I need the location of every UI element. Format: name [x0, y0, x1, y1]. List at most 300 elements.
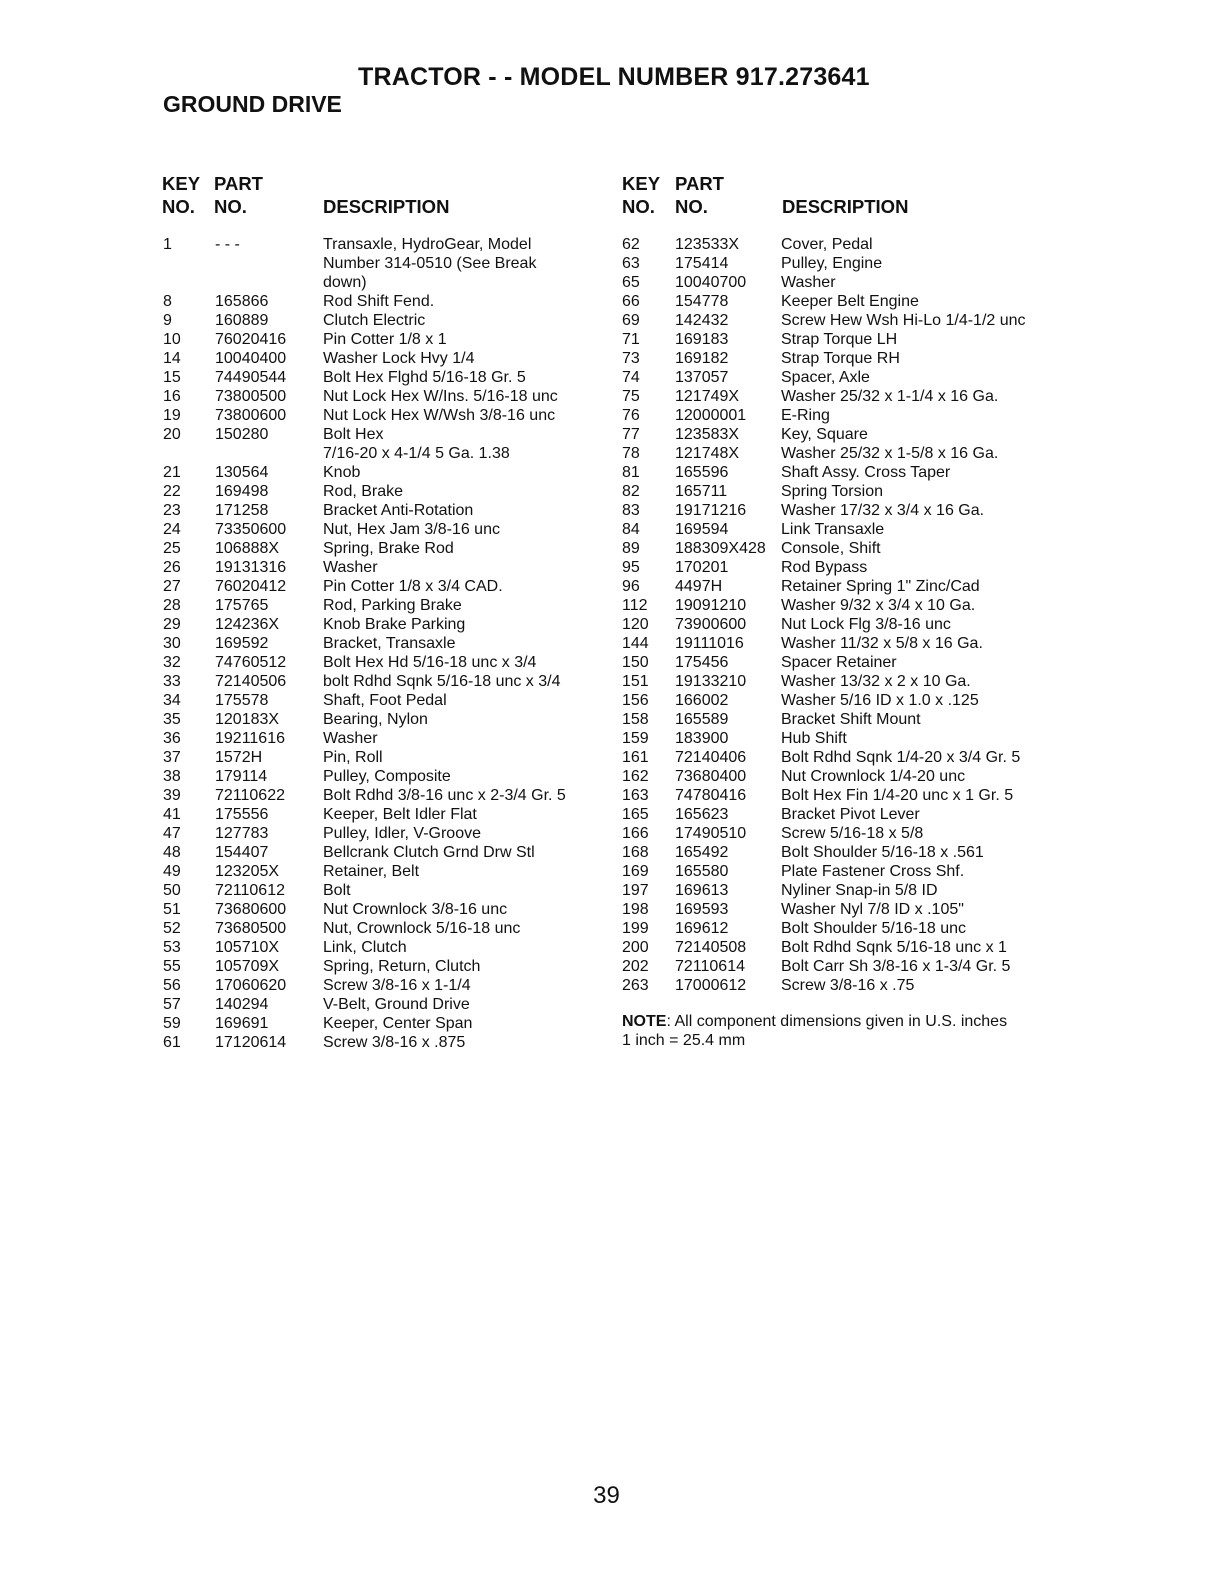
table-row — [620, 539, 1070, 558]
table-row — [161, 881, 601, 900]
key-number: 19 — [163, 407, 181, 424]
key-number: 76 — [622, 407, 640, 424]
part-number: 10040400 — [215, 350, 287, 367]
part-description: Screw 3/8-16 x 1-1/4 — [323, 977, 471, 994]
key-number: 78 — [622, 445, 640, 462]
key-number: 95 — [622, 559, 640, 576]
key-number: 39 — [163, 787, 181, 804]
part-description: Washer Lock Hvy 1/4 — [323, 350, 475, 367]
part-number: 183900 — [675, 730, 729, 747]
key-number: 263 — [622, 977, 649, 994]
key-number: 75 — [622, 388, 640, 405]
part-number: 72110612 — [215, 882, 285, 899]
key-number: 23 — [163, 502, 181, 519]
part-description: Nut, Crownlock 5/16-18 unc — [323, 920, 521, 937]
part-description: Key, Square — [781, 426, 868, 443]
part-description: E-Ring — [781, 407, 830, 424]
part-number: 73680500 — [215, 920, 287, 937]
part-number: 19171216 — [675, 502, 747, 519]
part-number: 175578 — [215, 692, 269, 709]
part-description: Retainer, Belt — [323, 863, 420, 880]
part-number: 72110622 — [215, 787, 285, 804]
key-number: 96 — [622, 578, 640, 595]
part-number: 165711 — [675, 483, 728, 500]
table-row — [620, 254, 1070, 273]
part-description: Nut Lock Hex W/Ins. 5/16-18 unc — [323, 388, 558, 405]
part-number: 171258 — [215, 502, 269, 519]
part-number: 76020412 — [215, 578, 287, 595]
part-number: 179114 — [215, 768, 268, 785]
table-row — [620, 501, 1070, 520]
part-number: 73800500 — [215, 388, 287, 405]
part-number: 130564 — [215, 464, 269, 481]
key-number: 77 — [622, 426, 640, 443]
key-number: 197 — [622, 882, 649, 899]
table-row — [161, 653, 601, 672]
table-row — [620, 387, 1070, 406]
part-number: 169612 — [675, 920, 729, 937]
part-description: Plate Fastener Cross Shf. — [781, 863, 965, 880]
table-header — [161, 173, 601, 223]
key-number: 66 — [622, 293, 640, 310]
part-description: Washer 25/32 x 1-1/4 x 16 Ga. — [781, 388, 999, 405]
table-row — [620, 805, 1070, 824]
part-description: Washer 17/32 x 3/4 x 16 Ga. — [781, 502, 985, 519]
part-number: 10040700 — [675, 274, 747, 291]
part-number: 165589 — [675, 711, 729, 728]
part-description: Bolt Hex Flghd 5/16-18 Gr. 5 — [323, 369, 526, 386]
key-number: 49 — [163, 863, 181, 880]
key-number: 35 — [163, 711, 181, 728]
key-number: 37 — [163, 749, 181, 766]
part-description: Screw 3/8-16 x .75 — [781, 977, 915, 994]
part-number: 17120614 — [215, 1034, 287, 1051]
part-number: 150280 — [215, 426, 269, 443]
part-number: 72140506 — [215, 673, 287, 690]
table-row — [620, 710, 1070, 729]
part-number: 73680600 — [215, 901, 287, 918]
key-number: 74 — [622, 369, 640, 386]
key-number: 168 — [622, 844, 649, 861]
key-number: 33 — [163, 673, 181, 690]
key-number: 165 — [622, 806, 649, 823]
part-number: 12000001 — [675, 407, 747, 424]
key-number: 36 — [163, 730, 181, 747]
key-number: 41 — [163, 806, 181, 823]
key-number: 198 — [622, 901, 649, 918]
part-description: Nut Crownlock 3/8-16 unc — [323, 901, 508, 918]
key-number: 1 — [163, 236, 172, 253]
header-key: KEY — [162, 173, 201, 194]
table-row — [620, 919, 1070, 938]
table-row — [161, 425, 601, 444]
section-title: GROUND DRIVE — [163, 91, 342, 117]
part-description: Strap Torque RH — [781, 350, 900, 367]
part-number: 76020416 — [215, 331, 287, 348]
part-description: Knob — [323, 464, 361, 481]
part-number: 121748X — [675, 445, 740, 462]
part-description: Pulley, Engine — [781, 255, 883, 272]
key-number: 10 — [163, 331, 181, 348]
part-number: 165866 — [215, 293, 269, 310]
header-description: DESCRIPTION — [323, 196, 450, 217]
key-number: 38 — [163, 768, 181, 785]
part-description: Bolt Carr Sh 3/8-16 x 1-3/4 Gr. 5 — [781, 958, 1011, 975]
key-number: 169 — [622, 863, 649, 880]
part-number: 188309X428 — [675, 540, 766, 557]
key-number: 163 — [622, 787, 649, 804]
table-row — [620, 824, 1070, 843]
part-description: Shaft Assy. Cross Taper — [781, 464, 951, 481]
key-number: 81 — [622, 464, 640, 481]
dimensions-note — [622, 1012, 1007, 1050]
part-number: 72140508 — [675, 939, 747, 956]
part-description: Clutch Electric — [323, 312, 426, 329]
table-row — [620, 330, 1070, 349]
note-conversion: 1 inch = 25.4 mm — [622, 1032, 746, 1049]
table-row — [161, 748, 601, 767]
key-number: 61 — [163, 1034, 181, 1051]
part-number: 127783 — [215, 825, 269, 842]
key-number: 51 — [163, 901, 181, 918]
key-number: 21 — [163, 464, 181, 481]
table-row — [620, 292, 1070, 311]
table-row — [620, 672, 1070, 691]
part-number: 123583X — [675, 426, 740, 443]
table-row — [161, 824, 601, 843]
page-title: TRACTOR - - MODEL NUMBER 917.273641 — [358, 63, 870, 91]
table-row — [161, 235, 601, 254]
key-number: 50 — [163, 882, 181, 899]
part-number: 105710X — [215, 939, 280, 956]
table-row — [620, 862, 1070, 881]
key-number: 20 — [163, 426, 181, 443]
part-description: Bolt Hex Fin 1/4-20 unc x 1 Gr. 5 — [781, 787, 1014, 804]
note-label: NOTE — [622, 1013, 667, 1030]
part-number: 169613 — [675, 882, 729, 899]
part-number: 19133210 — [675, 673, 747, 690]
part-number: 17060620 — [215, 977, 287, 994]
part-description: Washer — [323, 559, 378, 576]
part-description: Bracket Pivot Lever — [781, 806, 920, 823]
key-number: 71 — [622, 331, 640, 348]
part-number: 123533X — [675, 236, 740, 253]
table-row — [161, 406, 601, 425]
header-part-no: NO. — [214, 196, 247, 217]
key-number: 57 — [163, 996, 181, 1013]
part-number: 74760512 — [215, 654, 287, 671]
table-row — [620, 577, 1070, 596]
table-row — [620, 881, 1070, 900]
key-number: 144 — [622, 635, 649, 652]
table-row — [620, 691, 1070, 710]
parts-list-right — [620, 235, 1070, 995]
key-number: 59 — [163, 1015, 181, 1032]
part-description: Washer 5/16 ID x 1.0 x .125 — [781, 692, 979, 709]
key-number: 30 — [163, 635, 181, 652]
part-description: Spacer Retainer — [781, 654, 897, 671]
part-description: Keeper Belt Engine — [781, 293, 919, 310]
key-number: 16 — [163, 388, 181, 405]
part-number: 175456 — [675, 654, 729, 671]
table-row — [620, 520, 1070, 539]
part-description: Spring Torsion — [781, 483, 883, 500]
part-description: Bolt — [323, 882, 351, 899]
part-description: Console, Shift — [781, 540, 881, 557]
table-row — [161, 767, 601, 786]
key-number: 29 — [163, 616, 181, 633]
table-header — [620, 173, 1070, 223]
key-number: 9 — [163, 312, 172, 329]
part-number: 169182 — [675, 350, 729, 367]
part-number: 137057 — [675, 369, 729, 386]
table-row — [620, 748, 1070, 767]
table-row — [161, 900, 601, 919]
part-description: down) — [323, 274, 367, 291]
part-number: 106888X — [215, 540, 280, 557]
table-row — [161, 729, 601, 748]
part-number: 17490510 — [675, 825, 747, 842]
table-row — [161, 976, 601, 995]
part-description: Washer Nyl 7/8 ID x .105" — [781, 901, 964, 918]
table-row — [620, 786, 1070, 805]
part-number: 72140406 — [675, 749, 747, 766]
table-row — [161, 387, 601, 406]
part-number: 4497H — [675, 578, 723, 595]
key-number: 162 — [622, 768, 649, 785]
table-row — [161, 919, 601, 938]
table-row — [161, 1014, 601, 1033]
part-number: 154407 — [215, 844, 269, 861]
key-number: 82 — [622, 483, 640, 500]
header-key: KEY — [622, 173, 661, 194]
part-number: 73900600 — [675, 616, 747, 633]
part-description: Bracket, Transaxle — [323, 635, 456, 652]
part-description: Bolt Hex Hd 5/16-18 unc x 3/4 — [323, 654, 537, 671]
table-row — [620, 273, 1070, 292]
table-row — [620, 406, 1070, 425]
part-description: Washer 11/32 x 5/8 x 16 Ga. — [781, 635, 983, 652]
part-description: Strap Torque LH — [781, 331, 898, 348]
part-description: Rod, Parking Brake — [323, 597, 462, 614]
part-number: 124236X — [215, 616, 280, 633]
part-description: Nut Lock Flg 3/8-16 unc — [781, 616, 951, 633]
table-row — [161, 843, 601, 862]
key-number: 56 — [163, 977, 181, 994]
part-number: 17000612 — [675, 977, 747, 994]
part-number: 165580 — [675, 863, 729, 880]
part-description: Link, Clutch — [323, 939, 407, 956]
part-description: Bolt Shoulder 5/16-18 unc — [781, 920, 967, 937]
table-row — [161, 615, 601, 634]
key-number: 15 — [163, 369, 181, 386]
part-description: Bracket Shift Mount — [781, 711, 921, 728]
parts-list-left — [161, 235, 601, 1052]
header-part: PART — [214, 173, 263, 194]
part-number: 120183X — [215, 711, 280, 728]
table-row — [161, 672, 601, 691]
key-number: 199 — [622, 920, 649, 937]
table-row — [161, 957, 601, 976]
part-description: Spring, Brake Rod — [323, 540, 454, 557]
table-row — [161, 539, 601, 558]
part-description: Washer 25/32 x 1-5/8 x 16 Ga. — [781, 445, 999, 462]
table-row — [620, 767, 1070, 786]
part-description: Cover, Pedal — [781, 236, 873, 253]
table-row — [161, 330, 601, 349]
part-number: 175414 — [675, 255, 729, 272]
key-number: 22 — [163, 483, 181, 500]
key-number: 202 — [622, 958, 649, 975]
key-number: 151 — [622, 673, 649, 690]
table-row — [161, 596, 601, 615]
part-description: 7/16-20 x 4-1/4 5 Ga. 1.38 — [323, 445, 510, 462]
part-description: bolt Rdhd Sqnk 5/16-18 unc x 3/4 — [323, 673, 561, 690]
key-number: 65 — [622, 274, 640, 291]
part-number: 169594 — [675, 521, 729, 538]
table-row — [161, 520, 601, 539]
table-row — [161, 938, 601, 957]
part-description: Nyliner Snap-in 5/8 ID — [781, 882, 938, 899]
part-description: Rod, Brake — [323, 483, 404, 500]
part-number: 154778 — [675, 293, 729, 310]
part-description: Link Transaxle — [781, 521, 885, 538]
part-description: Retainer Spring 1" Zinc/Cad — [781, 578, 980, 595]
table-row — [620, 900, 1070, 919]
part-number: 105709X — [215, 958, 280, 975]
part-description: Rod Shift Fend. — [323, 293, 435, 310]
key-number: 73 — [622, 350, 640, 367]
table-row — [161, 501, 601, 520]
part-description: Number 314-0510 (See Break — [323, 255, 537, 272]
table-row — [161, 254, 601, 273]
table-row — [620, 634, 1070, 653]
part-number: 121749X — [675, 388, 740, 405]
key-number: 47 — [163, 825, 181, 842]
part-description: Bellcrank Clutch Grnd Drw Stl — [323, 844, 535, 861]
part-description: Nut, Hex Jam 3/8-16 unc — [323, 521, 500, 538]
part-description: Bolt Rdhd 3/8-16 unc x 2-3/4 Gr. 5 — [323, 787, 566, 804]
part-description: Washer 13/32 x 2 x 10 Ga. — [781, 673, 971, 690]
part-number: 166002 — [675, 692, 729, 709]
part-description: Washer 9/32 x 3/4 x 10 Ga. — [781, 597, 976, 614]
key-number: 89 — [622, 540, 640, 557]
part-number: - - - — [215, 236, 240, 253]
table-row — [620, 653, 1070, 672]
part-description: Shaft, Foot Pedal — [323, 692, 447, 709]
key-number: 14 — [163, 350, 181, 367]
part-number: 169691 — [215, 1015, 269, 1032]
part-number: 169592 — [215, 635, 269, 652]
table-row — [620, 976, 1070, 995]
table-row — [161, 292, 601, 311]
part-description: Screw 5/16-18 x 5/8 — [781, 825, 924, 842]
table-row — [161, 710, 601, 729]
table-row — [620, 615, 1070, 634]
table-row — [620, 596, 1070, 615]
part-description: Screw Hew Wsh Hi-Lo 1/4-1/2 unc — [781, 312, 1026, 329]
key-number: 84 — [622, 521, 640, 538]
part-description: Pulley, Composite — [323, 768, 451, 785]
part-description: Rod Bypass — [781, 559, 868, 576]
part-description: Pin Cotter 1/8 x 3/4 CAD. — [323, 578, 503, 595]
part-number: 73800600 — [215, 407, 287, 424]
header-part-no: NO. — [675, 196, 708, 217]
table-row — [620, 957, 1070, 976]
key-number: 120 — [622, 616, 649, 633]
part-number: 160889 — [215, 312, 269, 329]
part-number: 142432 — [675, 312, 729, 329]
key-number: 62 — [622, 236, 640, 253]
part-description: Bracket Anti-Rotation — [323, 502, 474, 519]
part-description: Hub Shift — [781, 730, 847, 747]
part-description: Screw 3/8-16 x .875 — [323, 1034, 466, 1051]
table-row — [161, 786, 601, 805]
part-description: Pin Cotter 1/8 x 1 — [323, 331, 447, 348]
table-row — [161, 273, 601, 292]
part-number: 19091210 — [675, 597, 747, 614]
part-number: 169498 — [215, 483, 269, 500]
table-row — [620, 425, 1070, 444]
key-number: 55 — [163, 958, 181, 975]
part-description: Pulley, Idler, V-Groove — [323, 825, 481, 842]
part-number: 73350600 — [215, 521, 287, 538]
part-number: 169183 — [675, 331, 729, 348]
table-row — [620, 235, 1070, 254]
part-description: Spacer, Axle — [781, 369, 870, 386]
table-row — [620, 463, 1070, 482]
part-description: Washer — [781, 274, 836, 291]
key-number: 159 — [622, 730, 649, 747]
part-number: 19131316 — [215, 559, 287, 576]
table-row — [161, 463, 601, 482]
part-description: Nut Lock Hex W/Wsh 3/8-16 unc — [323, 407, 556, 424]
part-description: Nut Crownlock 1/4-20 unc — [781, 768, 966, 785]
part-description: Transaxle, HydroGear, Model — [323, 236, 532, 253]
table-row — [161, 444, 601, 463]
header-key-no: NO. — [622, 196, 655, 217]
part-description: Bolt Rdhd Sqnk 5/16-18 unc x 1 — [781, 939, 1007, 956]
part-number: 165492 — [675, 844, 729, 861]
part-description: Spring, Return, Clutch — [323, 958, 481, 975]
table-row — [161, 995, 601, 1014]
page-number: 39 — [593, 1482, 620, 1509]
part-number: 165623 — [675, 806, 729, 823]
part-number: 165596 — [675, 464, 729, 481]
part-number: 1572H — [215, 749, 263, 766]
part-description: Bolt Hex — [323, 426, 384, 443]
key-number: 150 — [622, 654, 649, 671]
key-number: 27 — [163, 578, 181, 595]
part-number: 140294 — [215, 996, 269, 1013]
key-number: 112 — [622, 597, 648, 614]
table-row — [161, 311, 601, 330]
key-number: 25 — [163, 540, 181, 557]
key-number: 48 — [163, 844, 181, 861]
key-number: 83 — [622, 502, 640, 519]
key-number: 166 — [622, 825, 649, 842]
part-number: 175556 — [215, 806, 269, 823]
table-row — [161, 691, 601, 710]
key-number: 63 — [622, 255, 640, 272]
header-description: DESCRIPTION — [782, 196, 909, 217]
key-number: 8 — [163, 293, 172, 310]
table-row — [161, 862, 601, 881]
part-number: 175765 — [215, 597, 269, 614]
part-description: Keeper, Center Span — [323, 1015, 473, 1032]
part-description: V-Belt, Ground Drive — [323, 996, 470, 1013]
parts-table-right — [620, 173, 1070, 995]
